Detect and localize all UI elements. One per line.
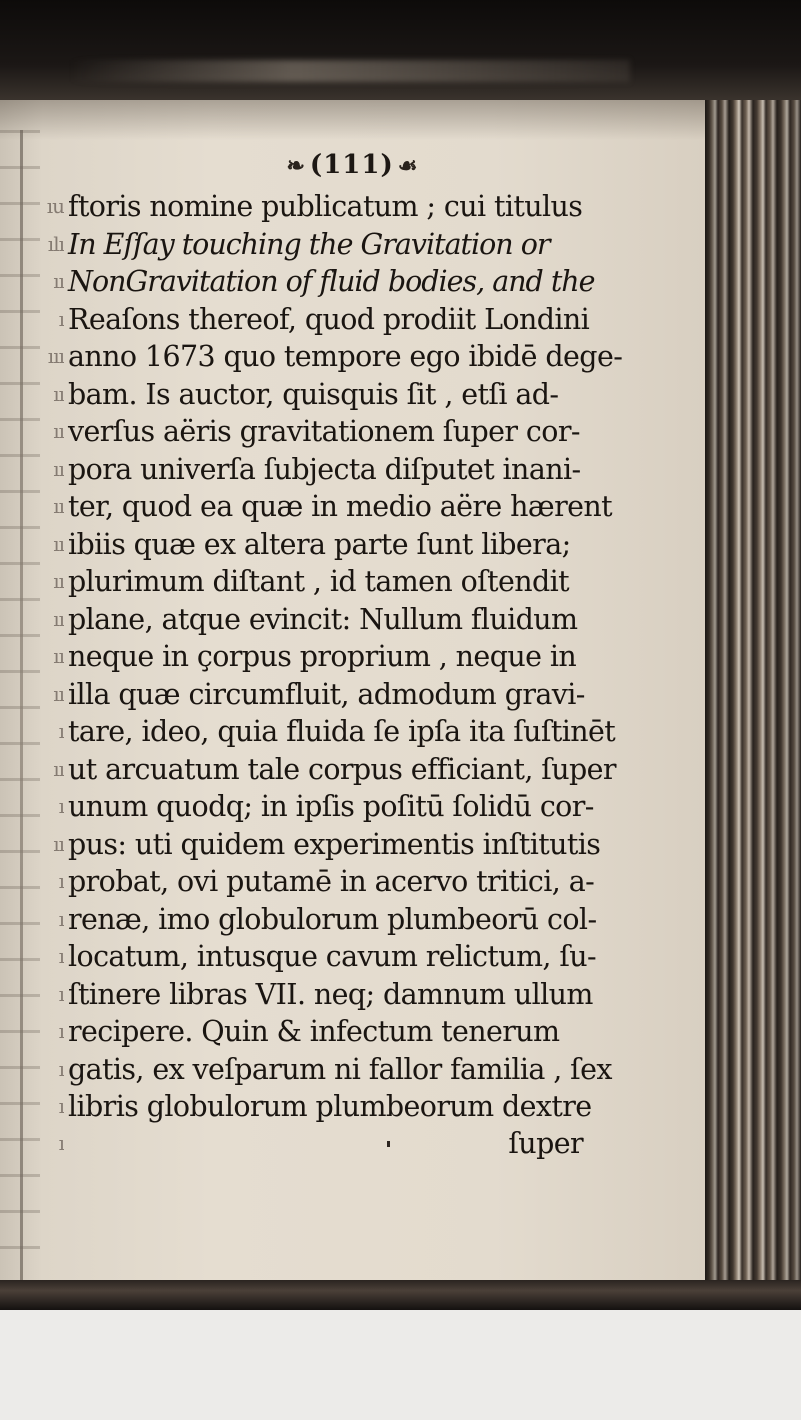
margin-fragment: ıı (53, 269, 64, 293)
line-text: ut arcuatum tale corpus efficiant, ſuper (68, 752, 616, 786)
text-line (0, 938, 705, 976)
text-line (0, 226, 705, 264)
margin-fragment: ı (58, 1056, 64, 1081)
body-text (0, 188, 705, 1126)
table-surface (0, 1310, 801, 1420)
text-line (0, 413, 705, 451)
text-line (0, 451, 705, 489)
line-text: In Eſſay touching the Gravitation or (68, 227, 550, 261)
margin-fragment: ı (58, 869, 64, 893)
text-line (0, 1013, 705, 1051)
text-line (0, 301, 705, 339)
line-text: unum quodq; in ipſis poſitū ſolidū cor- (68, 790, 594, 823)
text-line (0, 751, 705, 789)
margin-fragment: ıı (53, 569, 64, 593)
line-text: pora univerſa ſubjecta diſputet inani- (68, 452, 581, 486)
margin-fragment: ı (58, 1131, 64, 1155)
line-text: ter, quod ea quæ in medio aëre hærent (68, 490, 613, 523)
line-text: anno 1673 quo tempore ego ibidē dege- (68, 340, 623, 373)
margin-fragment: ıı (53, 381, 64, 406)
margin-fragment: ıı (53, 831, 64, 856)
line-text: recipere. Quin & infectum tenerum (68, 1015, 560, 1048)
line-text: locatum, intusque cavum relictum, ſu- (68, 940, 597, 973)
text-line (0, 863, 705, 901)
catchword-line (0, 1125, 705, 1163)
margin-fragment: ıı (53, 644, 64, 668)
text-line (0, 976, 705, 1014)
margin-fragment: ıı (53, 494, 64, 518)
line-text: libris globulorum plumbeorum dextre (68, 1090, 592, 1123)
margin-fragment: ı (58, 981, 64, 1006)
line-text: renæ, imo globulorum plumbeorū col- (68, 902, 597, 936)
text-line (0, 563, 705, 601)
line-text: pus: uti quidem experimentis inſtitutis (68, 827, 601, 861)
line-text: verſus aëris gravitationem ſuper cor- (68, 415, 580, 448)
page-stack-shade (705, 100, 801, 1310)
text-line (0, 601, 705, 639)
text-line (0, 676, 705, 714)
text-line (0, 638, 705, 676)
margin-fragment: ı (58, 906, 64, 931)
margin-fragment: ı (58, 1094, 64, 1118)
text-line (0, 788, 705, 826)
line-text: plane, atque evincit: Nullum fluidum (68, 602, 578, 636)
page-top-shadow (0, 100, 705, 140)
text-line (0, 338, 705, 376)
book-bottom-edge (0, 1280, 801, 1310)
text-line (0, 826, 705, 864)
text-line (0, 1051, 705, 1089)
margin-fragment: ıı (53, 531, 64, 556)
text-line (0, 488, 705, 526)
line-text: ftoris nomine publicatum ; cui titulus (68, 190, 583, 223)
light-reflection (70, 60, 630, 82)
text-line (0, 1088, 705, 1126)
margin-fragment: ılı (47, 231, 64, 256)
text-line (0, 901, 705, 939)
margin-fragment: ıı (53, 419, 64, 443)
text-line (0, 188, 705, 226)
margin-fragment: ı (58, 1019, 64, 1043)
margin-fragment: ı (58, 794, 64, 818)
margin-fragment: ı (58, 719, 64, 743)
margin-fragment: ıı (53, 681, 64, 706)
text-line (0, 713, 705, 751)
line-text: neque in çorpus proprium , neque in (68, 640, 577, 673)
text-line (0, 376, 705, 414)
running-header (0, 150, 705, 180)
line-text: NonGravitation of fluid bodies, and the (68, 265, 595, 298)
ornament-right-icon: ☙ (397, 153, 419, 179)
line-text: gatis, ex veſparum ni fallor familia , ſex (68, 1052, 612, 1086)
margin-fragment: ı (58, 306, 64, 331)
line-text: ſtinere libras VII. neq; damnum ullum (68, 977, 593, 1011)
text-line (0, 263, 705, 301)
line-text: tare, ideo, quia fluida ſe ipſa ita ſuſtinēt (68, 715, 616, 748)
margin-fragment: ıı (53, 456, 64, 481)
margin-fragment: ı (58, 944, 64, 968)
line-text: plurimum diſtant , id tamen oſtendit (68, 565, 570, 598)
margin-fragment: ıı (53, 756, 64, 781)
margin-fragment: ıu (46, 194, 64, 218)
page-number: (111) (309, 150, 394, 180)
ink-speck (387, 1141, 390, 1147)
ornament-left-icon: ❧ (286, 153, 306, 179)
margin-fragment: ıı (53, 606, 64, 631)
line-text: Reaſons thereof, quod prodiit Londini (68, 302, 590, 336)
line-text: ibiis quæ ex altera parte ſunt libera; (68, 527, 571, 561)
line-text: illa quæ circumfluit, admodum gravi- (68, 677, 585, 711)
line-text: probat, ovi putamē in acervo tritici, a- (68, 865, 595, 898)
line-text: bam. Is auctor, quisquis ſit , etſi ad- (68, 377, 559, 411)
margin-fragment: ııı (47, 344, 64, 368)
catchword: ſuper (508, 1127, 583, 1160)
text-line (0, 526, 705, 564)
